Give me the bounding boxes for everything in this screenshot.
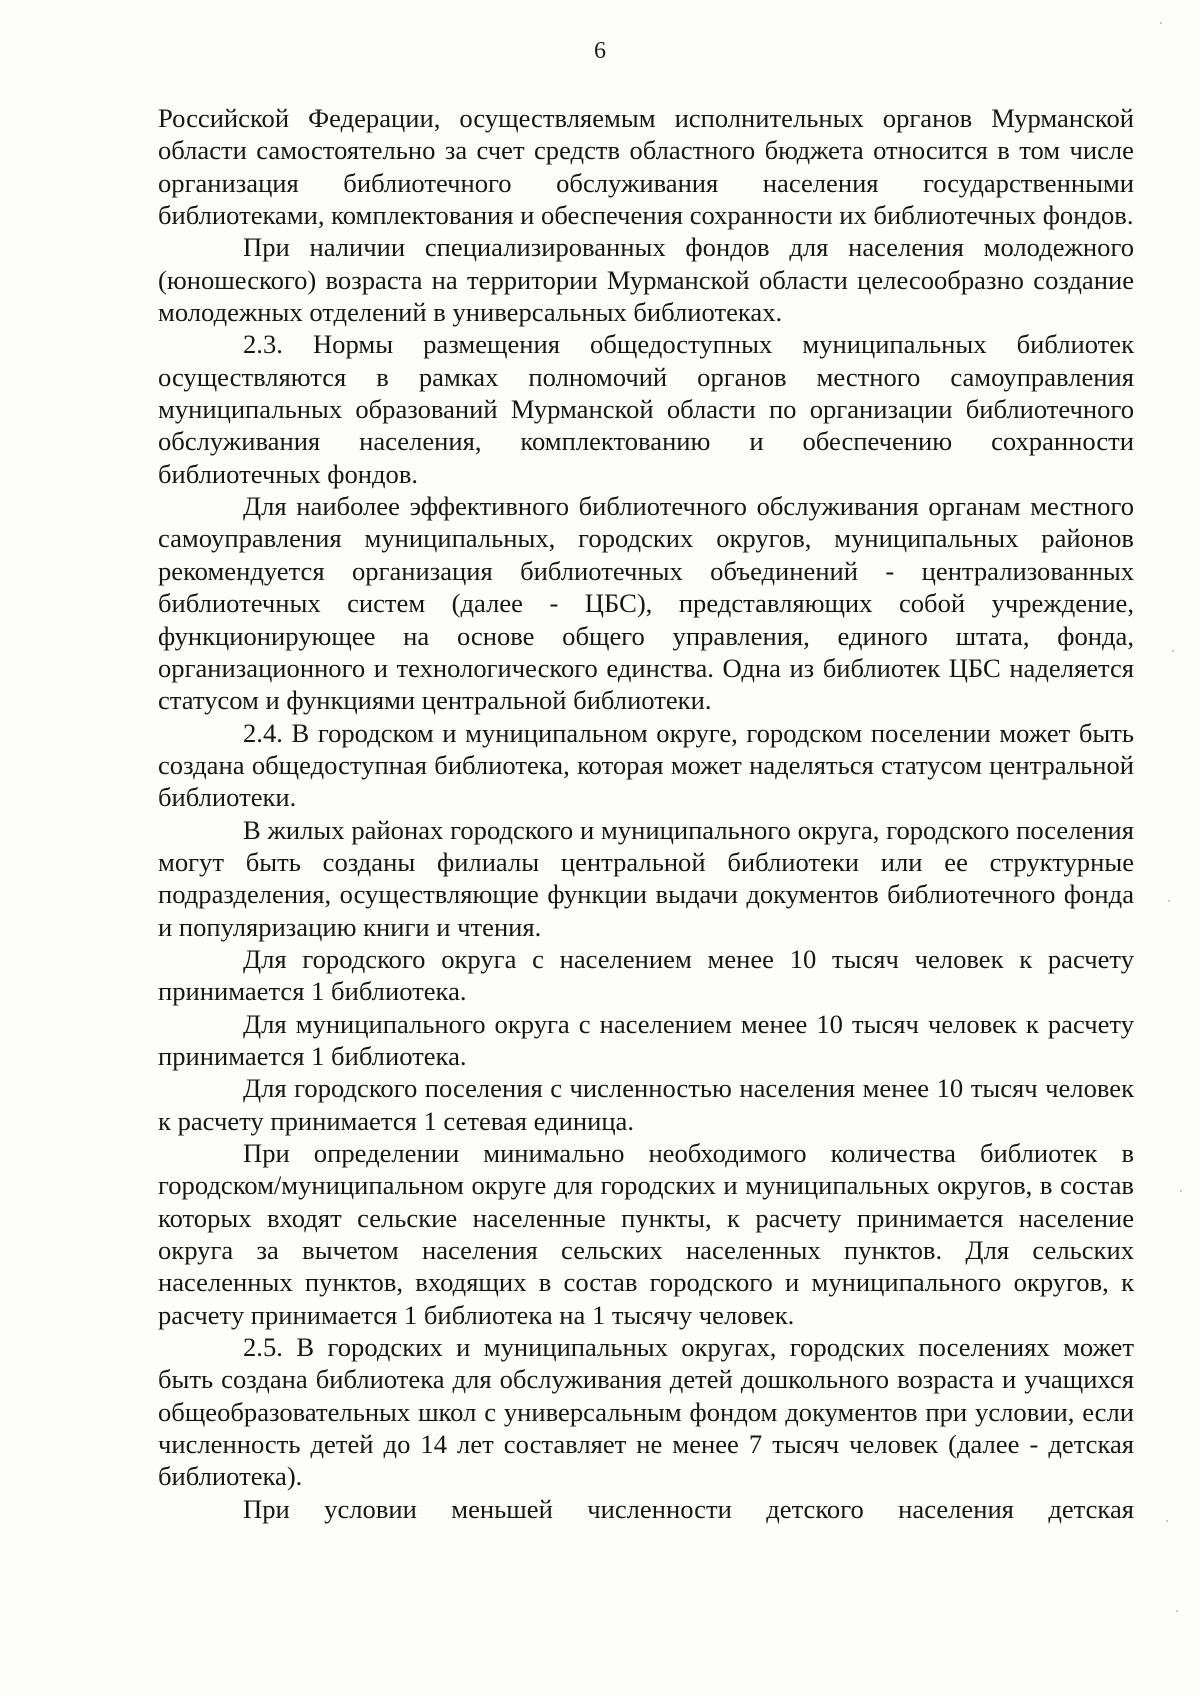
scan-speck — [1166, 1520, 1168, 1522]
paragraph: Российской Федерации, осуществляемым исполнительных органов Мурманской области самостоятельно за счет средств областного бюджета относится в том числе организация библиотечного обслуживания населения государственными библиотеками, комплектования и обеспечения сохранности их библиотечных фондов. — [158, 103, 1134, 231]
paragraph: В жилых районах городского и муниципального округа, городского поселения могут быть созданы филиалы центральной библиотеки или ее структурные подразделения, осуществляющие функции выдачи документов библиотечного фонда и популяризацию книги и чтения. — [158, 814, 1134, 942]
paragraph: 2.5. В городских и муниципальных округах, городских поселениях может быть создана библиотека для обслуживания детей дошкольного возраста и учащихся общеобразовательных школ с универсальным фондом документов при условии, если численность детей до 14 лет составляет не менее 7 тысяч человек (далее - детская библиотека). — [158, 1332, 1134, 1492]
paragraph: При наличии специализированных фондов для населения молодежного (юношеского) возраста на территории Мурманской области целесообразно создание молодежных отделений в универсальных библиотеках. — [158, 232, 1134, 328]
paragraph: Для наиболее эффективного библиотечного обслуживания органам местного самоуправления муниципальных, городских округов, муниципальных районов рекомендуется организация библиотечных объединений - централизованных библиотечных систем (далее - ЦБС), представляющих собой учреждение, функционирующее на основе общего управления, единого штата, фонда, организационного и технологического единства. Одна из библиотек ЦБС наделяется статусом и функциями центральной библиотеки. — [158, 491, 1134, 716]
paragraph: При условии меньшей численности детского населения детская — [243, 1493, 1134, 1524]
scan-speck — [1176, 1610, 1178, 1612]
scan-speck — [1168, 900, 1170, 902]
paragraph: 2.4. В городском и муниципальном округе, городском поселении может быть создана общедоступная библиотека, которая может наделяться статусом центральной библиотеки. — [158, 717, 1134, 813]
page-number: 6 — [594, 38, 606, 64]
scan-speck — [1160, 22, 1162, 24]
paragraph: 2.3. Нормы размещения общедоступных муниципальных библиотек осуществляются в рамках полномочий органов местного самоуправления муниципальных образований Мурманской области по организации библиотечного обслуживания населения, комплектованию и обеспечению сохранности библиотечных фондов. — [158, 329, 1134, 489]
scan-speck — [1172, 650, 1174, 652]
document-body — [158, 102, 1134, 1525]
paragraph: Для городского округа с населением менее 10 тысяч человек к расчету принимается 1 библиотека. — [158, 943, 1134, 1007]
paragraph: Для муниципального округа с населением менее 10 тысяч человек к расчету принимается 1 библиотека. — [158, 1008, 1134, 1071]
paragraph: Для городского поселения с численностью населения менее 10 тысяч человек к расчету принимается 1 сетевая единица. — [158, 1073, 1134, 1136]
scan-speck — [1180, 1190, 1182, 1192]
paragraph: При определении минимально необходимого количества библиотек в городском/муниципальном округе для городских и муниципальных округов, в состав которых входят сельские населенные пункты, к расчету принимается население округа за вычетом населения сельских населенных пунктов. Для сельских населенных пунктов, входящих в состав городского и муниципального округов, к расчету принимается 1 библиотека на 1 тысячу человек. — [158, 1138, 1134, 1330]
